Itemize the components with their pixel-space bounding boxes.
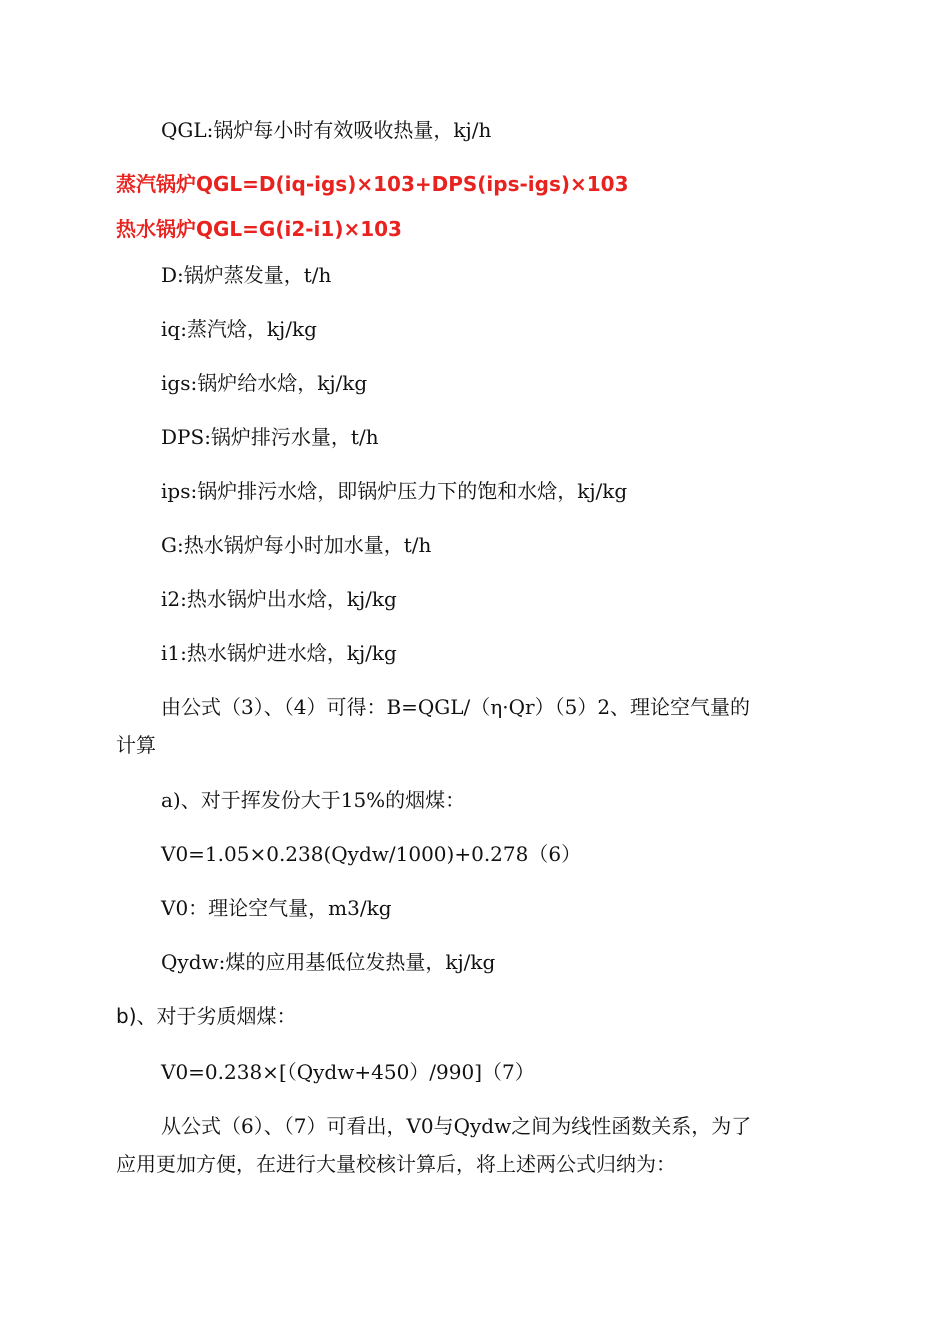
definition-qgl: QGL:锅炉每小时有效吸收热量，kj/h xyxy=(161,118,492,142)
paragraph-summary-cont: 应用更加方便，在进行大量校核计算后，将上述两公式归纳为： xyxy=(116,1152,676,1176)
definition-qydw: Qydw:煤的应用基低位发热量，kj/kg xyxy=(161,950,496,974)
formula-steam-boiler: 蒸汽锅炉QGL=D(iq-igs)×103+DPS(ips-igs)×103 xyxy=(116,172,629,196)
definition-d: D:锅炉蒸发量，t/h xyxy=(161,263,332,287)
definition-iq: iq:蒸汽焓，kj/kg xyxy=(161,317,317,341)
case-a-heading: a)、对于挥发份大于15%的烟煤： xyxy=(161,788,466,812)
definition-i1: i1:热水锅炉进水焓，kj/kg xyxy=(161,641,397,665)
definition-g: G:热水锅炉每小时加水量，t/h xyxy=(161,533,432,557)
formula-7: V0=0.238×[（Qydw+450）/990]（7） xyxy=(161,1060,535,1084)
formula-hot-water-boiler: 热水锅炉QGL=G(i2-i1)×103 xyxy=(116,217,402,241)
paragraph-formula-5: 由公式（3）、（4）可得：B=QGL/（η·Qr）（5）2、理论空气量的 xyxy=(161,695,751,719)
definition-ips: ips:锅炉排污水焓，即锅炉压力下的饱和水焓，kj/kg xyxy=(161,479,628,503)
paragraph-formula-5-cont: 计算 xyxy=(116,733,156,757)
formula-6: V0=1.05×0.238(Qydw/1000)+0.278（6） xyxy=(161,842,582,866)
definition-igs: igs:锅炉给水焓，kj/kg xyxy=(161,371,368,395)
definition-i2: i2:热水锅炉出水焓，kj/kg xyxy=(161,587,397,611)
definition-v0: V0：理论空气量，m3/kg xyxy=(161,896,392,920)
definition-dps: DPS:锅炉排污水量，t/h xyxy=(161,425,379,449)
case-b-heading: b)、对于劣质烟煤： xyxy=(116,1004,297,1028)
paragraph-summary: 从公式（6）、（7）可看出，V0与Qydw之间为线性函数关系，为了 xyxy=(161,1114,752,1138)
